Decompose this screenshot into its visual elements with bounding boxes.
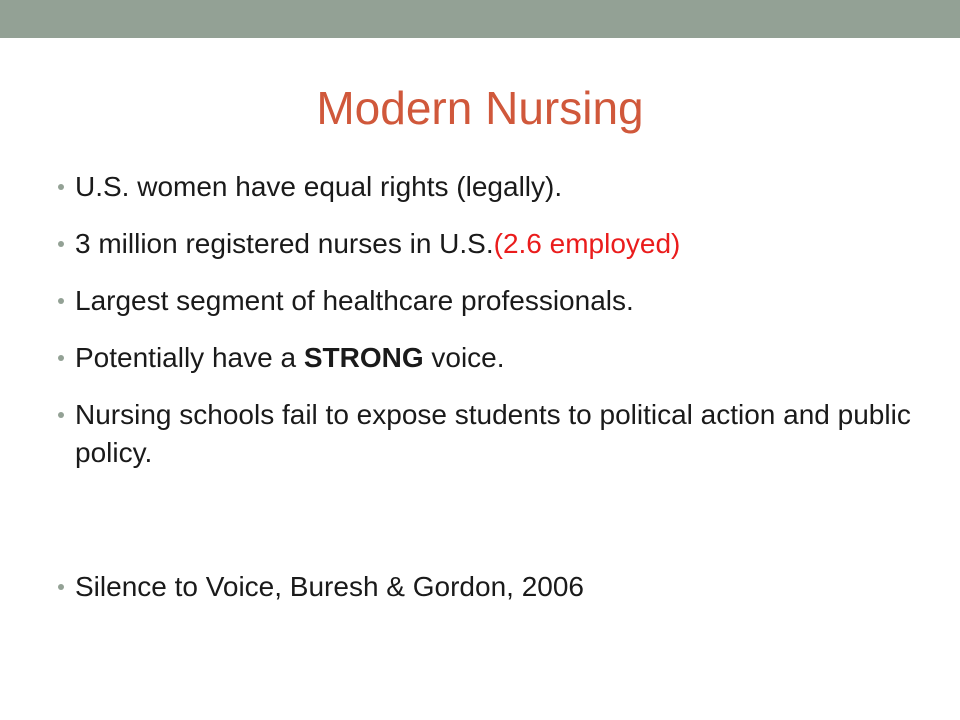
bullet-item-citation <box>58 568 918 606</box>
bullet-emphasis: STRONG <box>303 342 424 373</box>
slide-title: Modern Nursing <box>316 82 644 134</box>
bullet-dot-icon <box>58 298 64 304</box>
bullet-item <box>58 339 918 377</box>
bullet-item <box>58 282 918 320</box>
bullet-text: Potentially have a <box>75 342 304 373</box>
bullet-highlight: (2.6 employed) <box>493 228 681 259</box>
bullet-dot-icon <box>58 412 64 418</box>
bullet-text: 3 million registered nurses in U.S. <box>75 228 494 259</box>
bullet-text: Largest segment of healthcare professionals. <box>75 285 634 316</box>
bullet-item <box>58 168 918 206</box>
bullet-dot-icon <box>58 184 64 190</box>
bullet-dot-icon <box>58 584 64 590</box>
bullet-item <box>58 225 918 263</box>
citation-text: Silence to Voice, Buresh & Gordon, 2006 <box>75 571 584 602</box>
bullet-list <box>58 168 918 625</box>
bullet-dot-icon <box>58 241 64 247</box>
bullet-text-after: voice. <box>423 342 505 373</box>
top-accent-bar <box>0 0 960 38</box>
bullet-text: Nursing schools fail to expose students to political action and public policy. <box>75 399 911 468</box>
bullet-item <box>58 396 918 472</box>
bullet-text: U.S. women have equal rights (legally). <box>75 171 563 202</box>
bullet-dot-icon <box>58 355 64 361</box>
